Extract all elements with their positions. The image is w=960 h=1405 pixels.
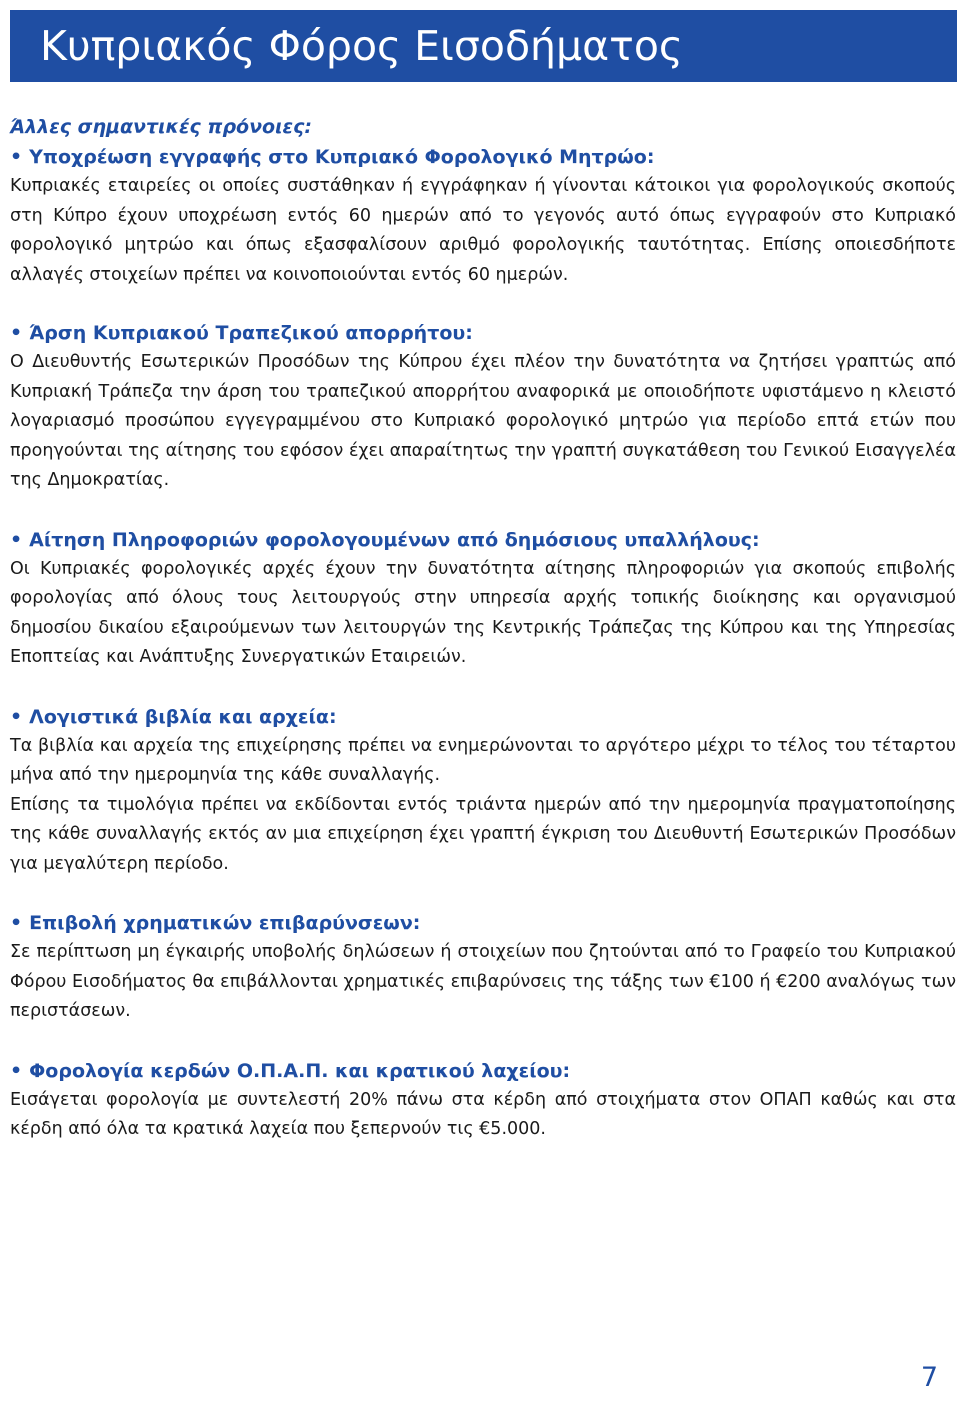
section-information-requests — [10, 525, 956, 673]
title-banner — [10, 10, 957, 82]
bullet-icon: • — [10, 705, 23, 728]
section-paragraph: Ο Διευθυντής Εσωτερικών Προσόδων της Κύπρου έχει πλέον την δυνατότητα να ζητήσει γραπτώς από Κυπριακή Τράπεζα την άρση του τραπεζικού απορρήτου αναφορικά με οποιοδήποτε υφιστάμενο η κλειστό λογαριασμό προσώπου εγγεγραμμένου στο Κυπριακό φορολογικό μητρώο για περίοδο επτά ετών που προηγούνται της αίτησης του εφόσον έχει απαραίτητως την γραπτή συγκατάθεση του Γενικού Εισαγγελέα της Δημοκρατίας. — [10, 352, 956, 490]
section-heading-text: Υποχρέωση εγγραφής στο Κυπριακό Φορολογικό Μητρώο: — [29, 146, 655, 168]
section-paragraph: Σε περίπτωση μη έγκαιρής υποβολής δηλώσεων ή στοιχείων που ζητούνται από το Γραφείο του Κυπριακού Φόρου Εισοδήματος θα επιβάλλονται χρηματικές επιβαρύνσεις της τάξης των €100 ή €200 αναλόγως των περιστάσεων. — [10, 942, 956, 1021]
section-heading-text: Λογιστικά βιβλία και αρχεία: — [29, 705, 337, 728]
document-body — [10, 112, 956, 1174]
section-heading-text: Άρση Κυπριακού Τραπεζικού απορρήτου: — [29, 322, 473, 344]
section-heading — [10, 142, 956, 172]
section-tax-registry — [10, 142, 956, 290]
section-heading — [10, 702, 956, 732]
section-heading — [10, 908, 956, 938]
page-number: 7 — [920, 1362, 938, 1393]
section-accounting-books — [10, 702, 956, 880]
intro-heading: Άλλες σημαντικές πρόνοιες: — [10, 116, 312, 138]
section-paragraph: Οι Κυπριακές φορολογικές αρχές έχουν την δυνατότητα αίτησης πληροφοριών για σκοπούς επιβολής φορολογίας από όλους τους λειτουργούς στην υπηρεσία αρχής τοπικής διοίκησης και οργανισμού δημοσίου δικαίου εξαιρούμενων των λειτουργών της Κεντρικής Τράπεζας της Κύπρου και της Υπηρεσίας Εποπτείας και Ανάπτυξης Συνεργατικών Εταιρειών. — [10, 558, 956, 667]
section-opap-lottery-tax — [10, 1056, 956, 1145]
section-heading — [10, 318, 956, 348]
section-financial-charges — [10, 908, 956, 1027]
section-heading — [10, 1056, 956, 1086]
bullet-icon: • — [10, 146, 23, 168]
bullet-icon: • — [10, 1059, 23, 1082]
section-bank-secrecy — [10, 318, 956, 496]
bullet-icon: • — [10, 322, 23, 344]
section-heading-text: Επιβολή χρηματικών επιβαρύνσεων: — [29, 912, 421, 934]
section-paragraph: Κυπριακές εταιρείες οι οποίες συστάθηκαν ή εγγράφηκαν ή γίνονται κάτοικοι για φορολογικούς σκοπούς στη Κύπρο έχουν υποχρέωση εντός 60 ημερών από το γεγονός αυτό όπως εγγραφούν στο Κυπριακό φορολογικό μητρώο και όπως εξασφαλίσουν αριθμό φορολογικής ταυτότητας. Επίσης οποιεσδήποτε αλλαγές στοιχείων πρέπει να κοινοποιούνται εντός 60 ημερών. — [10, 176, 956, 285]
section-paragraph: Τα βιβλία και αρχεία της επιχείρησης πρέπει να ενημερώνονται το αργότερο μέχρι το τέλος του τέταρτου μήνα από την ημερομηνία της κάθε συναλλαγής. — [10, 735, 956, 785]
section-paragraph: Εισάγεται φορολογία με συντελεστή 20% πάνω στα κέρδη από στοιχήματα στον ΟΠΑΠ καθώς και στα κέρδη από όλα τα κρατικά λαχεία που ξεπερνούν τις €5.000. — [10, 1089, 956, 1139]
bullet-icon: • — [10, 912, 23, 934]
section-paragraph: Επίσης τα τιμολόγια πρέπει να εκδίδονται εντός τριάντα ημερών από την ημερομηνία πραγματοποίησης της κάθε συναλλαγής εκτός αν μια επιχείρηση έχει γραπτή έγκριση του Διευθυντή Εσωτερικών Προσόδων για μεγαλύτερη περίοδο. — [10, 794, 956, 874]
page-title: Κυπριακός Φόρος Εισοδήματος — [40, 22, 683, 70]
section-heading-text: Αίτηση Πληροφοριών φορολογουμένων από δημόσιους υπαλλήλους: — [29, 528, 760, 551]
bullet-icon: • — [10, 528, 23, 551]
section-heading — [10, 525, 956, 555]
section-heading-text: Φορολογία κερδών Ο.Π.Α.Π. και κρατικού λαχείου: — [29, 1059, 571, 1082]
